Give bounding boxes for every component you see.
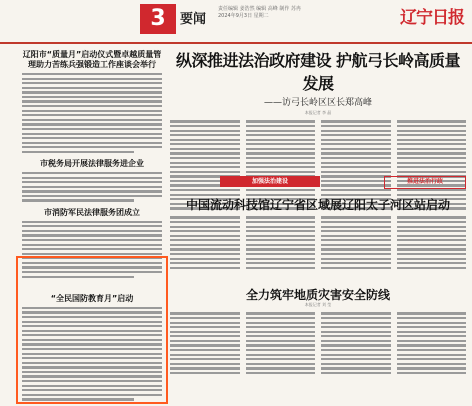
- headline-geology: 全力筑牢地质灾害安全防线: [245, 288, 390, 302]
- headline-science-museum: 中国流动科技馆辽宁省区域展辽阳太子河区站启动: [185, 198, 450, 212]
- newspaper-logo: 辽宁日报: [400, 8, 464, 28]
- left-headline-1: 辽阳市“质量月”启动仪式暨卓越质量管理助力苦练兵强锻造工作座谈会举行: [22, 50, 162, 69]
- main-headline: 纵深推进法治政府建设 护航弓长岭高质量发展: [175, 51, 461, 93]
- section-title: 要闻: [180, 12, 207, 27]
- science-article-body: [170, 214, 466, 271]
- geology-byline: 本报记者 刘 莹: [304, 302, 332, 307]
- highlight-box: [16, 256, 168, 404]
- highlighted-headline[interactable]: “全民国防教育月”启动: [50, 293, 134, 303]
- left-headline-3: 市消防军民法律服务团成立: [44, 207, 140, 217]
- main-byline: 本报记者 李 晶: [304, 110, 332, 115]
- main-subtitle: ——访弓长岭区区长郑高峰: [263, 98, 372, 108]
- page-header: [0, 0, 472, 44]
- geology-article-body: [170, 310, 466, 376]
- banner-right: 推进法治行政: [384, 176, 466, 189]
- header-meta: [218, 6, 358, 20]
- text-block: [22, 73, 162, 153]
- banner-left: 加强法治建设: [220, 176, 320, 187]
- meta-date: 2024年9月3日 星期二: [218, 13, 269, 19]
- text-block: [22, 172, 162, 202]
- meta-editors: 责任编辑 姜浩然 编辑 高峰 制作 苏冉: [218, 6, 301, 12]
- left-headline-2: 市税务局开展法律服务进企业: [40, 159, 144, 169]
- page-number: 3: [140, 4, 176, 34]
